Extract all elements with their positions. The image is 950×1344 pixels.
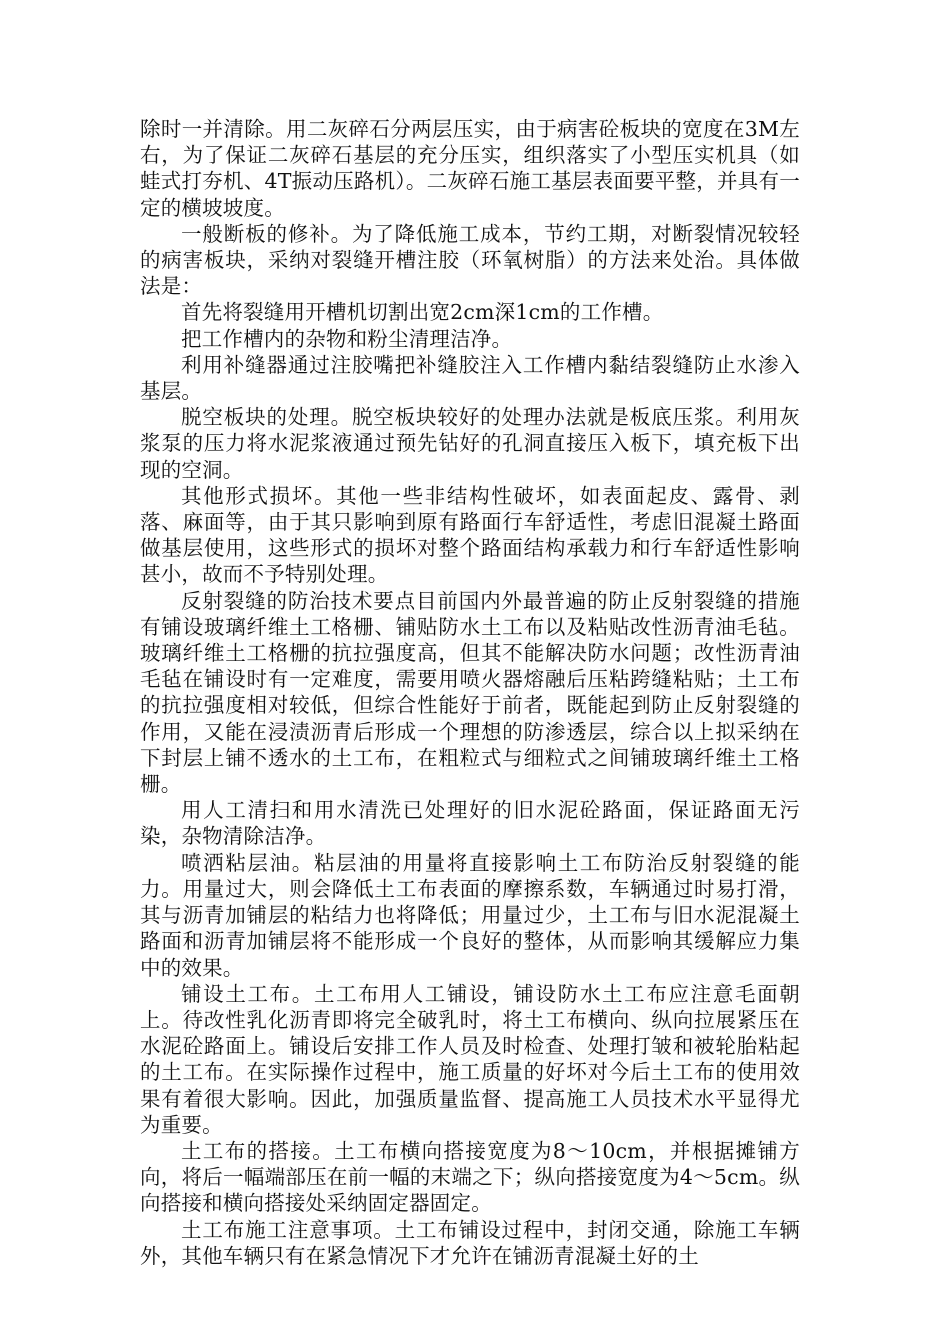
paragraph-reflective-crack-prevention: 反射裂缝的防治技术要点目前国内外最普遍的防止反射裂缝的措施有铺设玻璃纤维土工格栅、铺贴防水土工布以及粘贴改性沥青油毛毡。玻璃纤维土工格栅的抗拉强度高，但其不能解决防水问题；改性沥青油毛毡在铺设时有一定难度，需要用喷火器熔融后压粘跨缝粘贴；土工布的抗拉强度相对较低，但综合性能好于前者，既能起到防止反射裂缝的作用，又能在浸渍沥青后形成一个理想的防渗透层，综合以上拟采纳在下封层上铺不透水的土工布，在粗粒式与细粒式之间铺玻璃纤维土工格栅。 <box>140 588 800 797</box>
paragraph-step-inject-glue: 利用补缝器通过注胶嘴把补缝胶注入工作槽内黏结裂缝防止水渗入基层。 <box>140 352 800 404</box>
paragraph-geotextile-precautions: 土工布施工注意事项。土工布铺设过程中，封闭交通，除施工车辆外，其他车辆只有在紧急情况下才允许在铺沥青混凝土好的土 <box>140 1217 800 1268</box>
paragraph-other-damage: 其他形式损坏。其他一些非结构性破坏，如表面起皮、露骨、剥落、麻面等，由于其只影响到原有路面行车舒适性，考虑旧混凝土路面做基层使用，这些形式的损坏对整个路面结构承载力和行车舒适性影响甚小，故而不予特别处理。 <box>140 483 800 587</box>
paragraph-step-clean-groove: 把工作槽内的杂物和粉尘清理洁净。 <box>181 326 513 351</box>
paragraph-geotextile-laying: 铺设土工布。土工布用人工铺设，铺设防水土工布应注意毛面朝上。待改性乳化沥青即将完全破乳时，将土工布横向、纵向拉展紧压在水泥砼路面上。铺设后安排工作人员及时检查、处理打皱和被轮胎粘起的土工布。在实际操作过程中，施工质量的好坏对今后土工布的使用效果有着很大影响。因此，加强质量监督、提高施工人员技术水平显得尤为重要。 <box>140 981 800 1137</box>
paragraph-surface-cleaning: 用人工清扫和用水清洗已处理好的旧水泥砼路面，保证路面无污染，杂物清除洁净。 <box>140 798 800 849</box>
paragraph-void-slab-treatment: 脱空板块的处理。脱空板块较好的处理办法就是板底压浆。利用灰浆泵的压力将水泥浆液通过预先钻好的孔洞直接压入板下，填充板下出现的空洞。 <box>140 405 800 482</box>
paragraph-continuation: 除时一并清除。用二灰碎石分两层压实，由于病害砼板块的宽度在3M左右，为了保证二灰碎石基层的充分压实，组织落实了小型压实机具（如蛙式打夯机、4T振动压路机）。二灰碎石施工基层表面要平整，并具有一定的横坡坡度。 <box>140 117 800 220</box>
paragraph-step-cut-groove: 首先将裂缝用开槽机切割出宽2cm深1cm的工作槽。 <box>181 300 664 325</box>
paragraph-geotextile-overlap: 土工布的搭接。土工布横向搭接宽度为8～10cm，并根据摊铺方向，将后一幅端部压在前一幅的末端之下；纵向搭接宽度为4～5cm。纵向搭接和横向搭接处采纳固定器固定。 <box>140 1138 800 1216</box>
paragraph-broken-slab-repair: 一般断板的修补。为了降低施工成本，节约工期，对断裂情况较轻的病害板块，采纳对裂缝开槽注胶（环氧树脂）的方法来处治。具体做法是： <box>140 221 800 299</box>
paragraph-tack-coat: 喷洒粘层油。粘层油的用量将直接影响土工布防治反射裂缝的能力。用量过大，则会降低土工布表面的摩擦系数，车辆通过时易打滑，其与沥青加铺层的粘结力也将降低；用量过少，土工布与旧水泥混凝土路面和沥青加铺层将不能形成一个良好的整体，从而影响其缓解应力集中的效果。 <box>140 850 800 980</box>
document-body <box>140 116 800 1269</box>
